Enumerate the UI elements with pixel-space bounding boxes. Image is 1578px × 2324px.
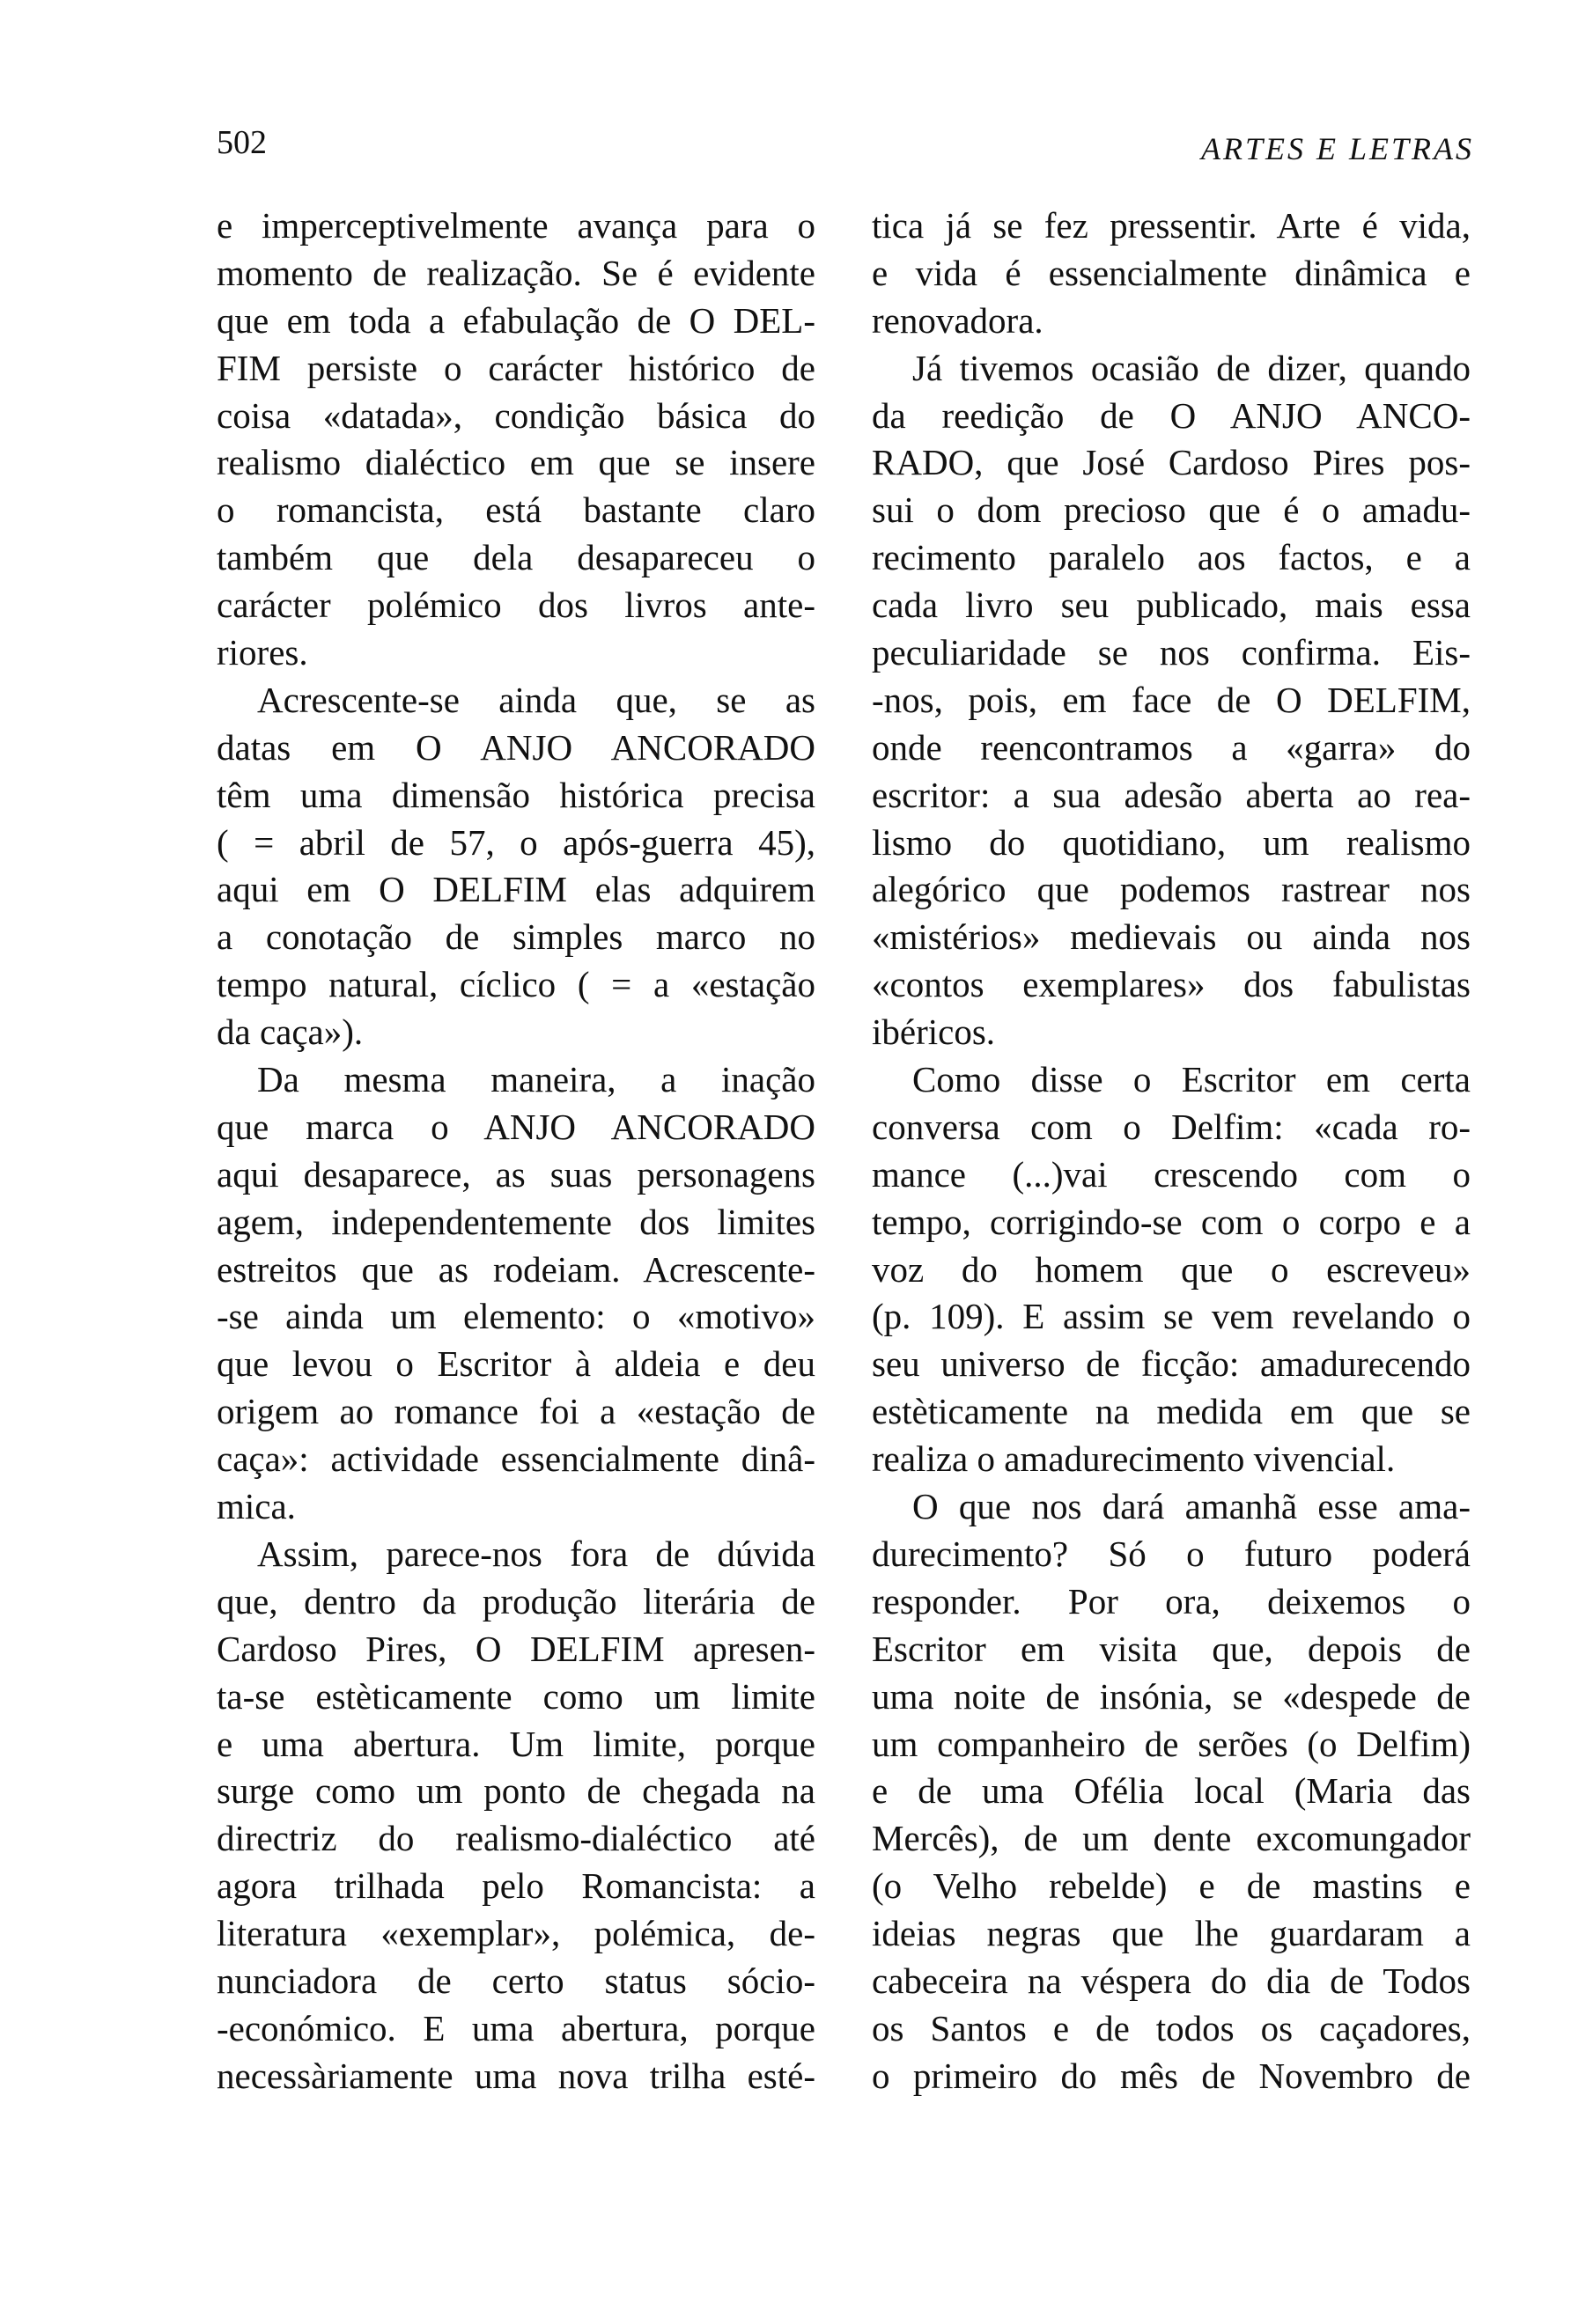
text-line: O que nos dará amanhã esse ama- <box>912 1486 1471 1527</box>
text-line: aqui desaparece, as suas personagens <box>217 1153 815 1195</box>
text-line: (p. 109). E assim se vem revelando o <box>872 1296 1471 1337</box>
text-line: e vida é essencialmente dinâmica e <box>872 252 1471 293</box>
text-line: -se ainda um elemento: o «motivo» <box>217 1296 815 1337</box>
text-line: ( = abril de 57, o após-guerra 45), <box>217 821 815 863</box>
text-line: tica já se fez pressentir. Arte é vida, <box>872 205 1471 246</box>
text-line: Já tivemos ocasião de dizer, quando <box>912 347 1471 388</box>
text-line: Acrescente-se ainda que, se as <box>257 679 815 720</box>
text-line: FIM persiste o carácter histórico de <box>217 347 815 388</box>
text-line: mica. <box>217 1486 296 1527</box>
text-line: Da mesma maneira, a inação <box>257 1059 815 1100</box>
text-line: nunciadora de certo status sócio- <box>217 1960 815 2001</box>
text-line: que levou o Escritor à aldeia e deu <box>217 1343 815 1385</box>
text-line: o primeiro do mês de Novembro de <box>872 2055 1471 2096</box>
text-line: literatura «exemplar», polémica, de- <box>217 1913 815 1954</box>
text-line: «mistérios» medievais ou ainda nos <box>872 916 1471 958</box>
text-line: Mercês), de um dente excomungador <box>872 1818 1471 1859</box>
text-line: cada livro seu publicado, mais essa <box>872 585 1471 626</box>
right-column <box>872 202 1471 2100</box>
text-line: voz do homem que o escreveu» <box>872 1248 1471 1290</box>
text-line: necessàriamente uma nova trilha esté- <box>217 2055 815 2096</box>
text-line: durecimento? Só o futuro poderá <box>872 1533 1471 1574</box>
text-line: Assim, parece-nos fora de dúvida <box>257 1533 815 1574</box>
text-line: seu universo de ficção: amadurecendo <box>872 1343 1471 1385</box>
text-line: renovadora. <box>872 299 1043 341</box>
text-line: uma noite de insónia, se «despede de <box>872 1675 1471 1717</box>
left-column <box>217 202 815 2100</box>
text-line: tempo, corrigindo-se com o corpo e a <box>872 1201 1471 1242</box>
text-line: momento de realização. Se é evidente <box>217 252 815 293</box>
text-line: RADO, que José Cardoso Pires pos- <box>872 442 1471 483</box>
text-line: ideias negras que lhe guardaram a <box>872 1913 1471 1954</box>
text-line: coisa «datada», condição básica do <box>217 394 815 436</box>
text-line: recimento paralelo aos factos, e a <box>872 537 1471 578</box>
text-line: origem ao romance foi a «estação de <box>217 1391 815 1432</box>
text-line: aqui em O DELFIM elas adquirem <box>217 869 815 910</box>
text-line: Cardoso Pires, O DELFIM apresen- <box>217 1628 815 1669</box>
text-line: onde reencontramos a «garra» do <box>872 726 1471 768</box>
text-line: carácter polémico dos livros ante- <box>217 585 815 626</box>
text-line: um companheiro de serões (o Delfim) <box>872 1723 1471 1764</box>
text-line: escritor: a sua adesão aberta ao rea- <box>872 774 1471 815</box>
text-line: responder. Por ora, deixemos o <box>872 1580 1471 1622</box>
text-line: que marca o ANJO ANCORADO <box>217 1106 815 1147</box>
text-line: peculiaridade se nos confirma. Eis- <box>872 632 1471 673</box>
text-line: estèticamente na medida em que se <box>872 1391 1471 1432</box>
text-line: a conotação de simples marco no <box>217 916 815 958</box>
text-line: agora trilhada pelo Romancista: a <box>217 1865 815 1907</box>
text-line: riores. <box>217 632 308 673</box>
text-line: que, dentro da produção literária de <box>217 1580 815 1622</box>
text-line: alegórico que podemos rastrear nos <box>872 869 1471 910</box>
text-line: realismo dialéctico em que se insere <box>217 442 815 483</box>
text-line: estreitos que as rodeiam. Acrescente- <box>217 1248 815 1290</box>
text-line: agem, independentemente dos limites <box>217 1201 815 1242</box>
text-line: também que dela desapareceu o <box>217 537 815 578</box>
text-line: e de uma Ofélia local (Maria das <box>872 1770 1471 1812</box>
text-line: Escritor em visita que, depois de <box>872 1628 1471 1669</box>
text-line: directriz do realismo-dialéctico até <box>217 1818 815 1859</box>
page-number: 502 <box>217 124 267 161</box>
text-line: conversa com o Delfim: «cada ro- <box>872 1106 1471 1147</box>
text-line: da reedição de O ANJO ANCO- <box>872 394 1471 436</box>
text-line: (o Velho rebelde) e de mastins e <box>872 1865 1471 1907</box>
running-header: ARTES E LETRAS <box>1201 131 1474 166</box>
text-line: têm uma dimensão histórica precisa <box>217 774 815 815</box>
text-line: «contos exemplares» dos fabulistas <box>872 964 1471 1005</box>
text-line: -nos, pois, em face de O DELFIM, <box>872 679 1471 720</box>
text-line: realiza o amadurecimento vivencial. <box>872 1438 1396 1480</box>
text-line: caça»: actividade essencialmente dinâ- <box>217 1438 815 1480</box>
text-line: e imperceptivelmente avança para o <box>217 205 815 246</box>
text-line: lismo do quotidiano, um realismo <box>872 821 1471 863</box>
text-line: e uma abertura. Um limite, porque <box>217 1723 815 1764</box>
text-line: datas em O ANJO ANCORADO <box>217 726 815 768</box>
text-line: ta-se estèticamente como um limite <box>217 1675 815 1717</box>
text-line: os Santos e de todos os caçadores, <box>872 2007 1471 2048</box>
text-line: -económico. E uma abertura, porque <box>217 2007 815 2048</box>
text-line: o romancista, está bastante claro <box>217 489 815 531</box>
text-line: Como disse o Escritor em certa <box>912 1059 1471 1100</box>
text-line: mance (...)vai crescendo com o <box>872 1153 1471 1195</box>
text-line: da caça»). <box>217 1011 364 1053</box>
text-line: tempo natural, cíclico ( = a «estação <box>217 964 815 1005</box>
text-line: cabeceira na véspera do dia de Todos <box>872 1960 1471 2001</box>
text-line: surge como um ponto de chegada na <box>217 1770 815 1812</box>
text-line: ibéricos. <box>872 1011 996 1053</box>
text-line: que em toda a efabulação de O DEL- <box>217 299 815 341</box>
text-line: sui o dom precioso que é o amadu- <box>872 489 1471 531</box>
